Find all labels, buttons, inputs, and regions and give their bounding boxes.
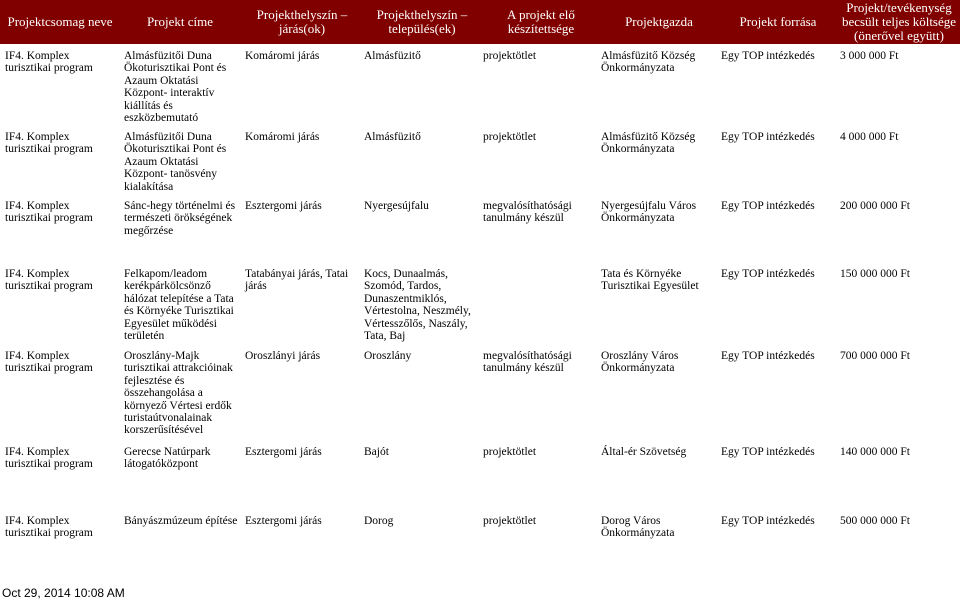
cell-preparation: projektötlet xyxy=(483,515,537,527)
header-settlement: Projekthelyszín – település(ek) xyxy=(376,7,468,36)
cell-package: IF4. Komplex turisztikai program xyxy=(5,350,93,375)
cell-source: Egy TOP intézkedés xyxy=(721,350,815,362)
cell-district: Esztergomi járás xyxy=(245,515,322,527)
cell-district: Komáromi járás xyxy=(245,50,320,62)
header-district: Projekthelyszín – járás(ok) xyxy=(256,7,348,36)
cell-settlement: Dorog xyxy=(364,515,394,527)
cell-settlement: Almásfüzitő xyxy=(364,50,421,62)
cell-preparation: projektötlet xyxy=(483,50,537,62)
cell-title: Gerecse Natúrpark látogatóközpont xyxy=(124,446,211,471)
cell-owner: Dorog Város Önkormányzata xyxy=(601,515,675,540)
cell-preparation: projektötlet xyxy=(483,446,537,458)
cell-settlement: Nyergesújfalu xyxy=(364,200,429,212)
cell-cost: 150 000 000 Ft xyxy=(840,268,910,280)
cell-owner: Almásfüzitő Község Önkormányzata xyxy=(601,131,696,156)
cell-package: IF4. Komplex turisztikai program xyxy=(5,268,93,293)
cell-title: Almásfüzitői Duna Ökoturisztikai Pont és Azaum Oktatási Központ- tanösvény kialakítása xyxy=(124,131,227,193)
cell-package: IF4. Komplex turisztikai program xyxy=(5,131,93,156)
cell-package: IF4. Komplex turisztikai program xyxy=(5,446,93,471)
cell-source: Egy TOP intézkedés xyxy=(721,131,815,143)
cell-district: Esztergomi járás xyxy=(245,446,322,458)
cell-source: Egy TOP intézkedés xyxy=(721,446,815,458)
cell-title: Sánc-hegy történelmi és természeti örökségének megőrzése xyxy=(124,200,236,237)
cell-package: IF4. Komplex turisztikai program xyxy=(5,200,93,225)
header-preparation: A projekt elő készítettsége xyxy=(507,7,575,36)
cell-district: Oroszlányi járás xyxy=(245,350,321,362)
cell-preparation: megvalósíthatósági tanulmány készül xyxy=(483,200,572,225)
cell-settlement: Kocs, Dunaalmás, Szomód, Tardos, Dunaszentmiklós, Vértestolna, Neszmély, Vértesszőlős, Naszály, Tata, Baj xyxy=(364,268,471,343)
header-owner: Projektgazda xyxy=(625,14,693,29)
cell-district: Esztergomi járás xyxy=(245,200,322,212)
cell-preparation: projektötlet xyxy=(483,131,537,143)
cell-cost: 500 000 000 Ft xyxy=(840,515,910,527)
cell-cost: 700 000 000 Ft xyxy=(840,350,910,362)
cell-title: Felkapom/leadom kerékpárkölcsönző hálózat telepítése a Tata és Környéke Turisztikai Egyesület működési területén xyxy=(124,268,234,343)
cell-settlement: Oroszlány xyxy=(364,350,412,362)
cell-cost: 140 000 000 Ft xyxy=(840,446,910,458)
cell-settlement: Almásfüzitő xyxy=(364,131,421,143)
cell-cost: 3 000 000 Ft xyxy=(840,50,899,62)
header-package: Projektcsomag neve xyxy=(7,14,113,29)
cell-source: Egy TOP intézkedés xyxy=(721,200,815,212)
table-header xyxy=(0,0,960,44)
cell-source: Egy TOP intézkedés xyxy=(721,515,815,527)
cell-title: Almásfüzitői Duna Ökoturisztikai Pont és Azaum Oktatási Központ- interaktív kiállítás és eszközbemutató xyxy=(124,50,227,125)
print-timestamp: Oct 29, 2014 10:08 AM xyxy=(2,586,125,600)
header-title: Projekt címe xyxy=(146,14,214,29)
cell-owner: Almásfüzitő Község Önkormányzata xyxy=(601,50,696,75)
cell-owner: Oroszlány Város Önkormányzata xyxy=(601,350,679,375)
header-source: Projekt forrása xyxy=(739,14,817,29)
cell-source: Egy TOP intézkedés xyxy=(721,50,815,62)
cell-title: Bányászmúzeum építése xyxy=(124,515,238,527)
cell-cost: 200 000 000 Ft xyxy=(840,200,910,212)
cell-owner: Tata és Környéke Turisztikai Egyesület xyxy=(601,268,699,293)
cell-cost: 4 000 000 Ft xyxy=(840,131,899,143)
cell-preparation: megvalósíthatósági tanulmány készül xyxy=(483,350,572,375)
cell-package: IF4. Komplex turisztikai program xyxy=(5,50,93,75)
header-cost: Projekt/tevékenység becsült teljes költsége (önerővel együtt) xyxy=(841,0,957,43)
cell-district: Komáromi járás xyxy=(245,131,320,143)
cell-package: IF4. Komplex turisztikai program xyxy=(5,515,93,540)
cell-owner: Által-ér Szövetség xyxy=(601,446,687,458)
cell-settlement: Bajót xyxy=(364,446,389,458)
cell-title: Oroszlány-Majk turisztikai attrakcióinak fejlesztése és összehangolása a környező Vértesi erdők turistaútvonalainak korszerűsítésével xyxy=(124,350,233,437)
cell-owner: Nyergesújfalu Város Önkormányzata xyxy=(601,200,697,225)
cell-district: Tatabányai járás, Tatai járás xyxy=(245,268,349,293)
cell-source: Egy TOP intézkedés xyxy=(721,268,815,280)
